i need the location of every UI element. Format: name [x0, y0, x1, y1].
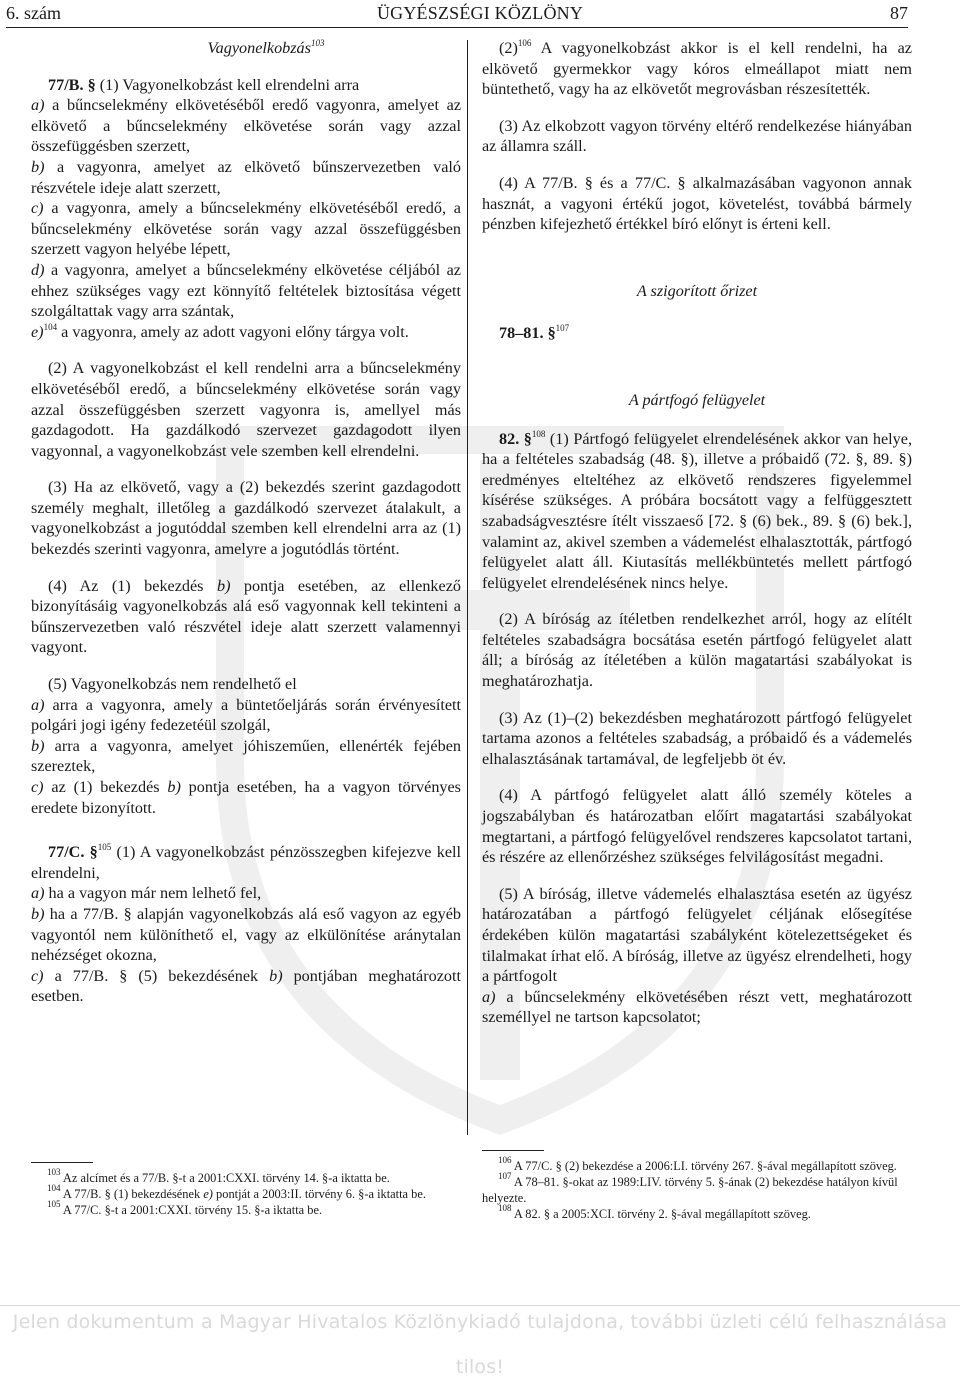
item-77b-e: e)$^{104}$ a vagyonra, amely az adott vagyoni előny tárgya volt. — [31, 321, 409, 341]
section-77c: 77/C. §$^{105}$ (1) A vagyonelkobzást pénzösszegben kifejezve kell elrendelni, — [31, 842, 461, 882]
paragraph-77c-2: $(2)^{106}$ A vagyonelkobzást akkor is el kell rendelni, ha az elkövető gyermekkor vagy kóros elmeállapot miatt nem büntethető, vagy ha az elkövetőt megrovásban részesítették. — [482, 38, 912, 99]
item-77c-c: c) a 77/B. § (5) bekezdésének b) pontjában meghatározott esetben. — [31, 966, 462, 1006]
right-column — [482, 38, 912, 1028]
paragraph-82-3: (3) Az (1)–(2) bekezdésben meghatározott pártfogó felügyelet tartama azonos a feltételes szabadság, a próbaidő és a vádemelés elhalasztásának tartamával, de legfeljebb öt év. — [482, 708, 912, 768]
paragraph-77c-3: (3) Az elkobzott vagyon törvény eltérő rendelkezése hiányában az államra száll. — [482, 116, 912, 156]
paragraph-82-5: (5) A bíróság, illetve vádemelés elhalasztása esetén az ügyész határozatában a pártfogó felügyelet céljának elősegítése érdekében külön magatartási szabályként kötelezettségeket és tilalmakat írhat elő. A bíróság, illetve az ügyész elrendelheti, hogy a pártfogolt — [482, 884, 912, 986]
section-82: 82. §$^{108}$ (1) Pártfogó felügyelet elrendelésének akkor van helye, ha a feltételes szabadság (48. §), illetve a próbaidő (72. §, 89. §) eredményes elteltéhez az elkövető rendszeres figyelemmel kísérése szükséges. A próbára bocsátott vagy a felfüggesztett szabadságvesztésre ítélt visszaeső [72. § (6) bek., 89. § (6) bek.], valamint az, akivel szemben a vádemelést elhalasztották, pártfogó felügyelet alatt áll. Kiutasítás mellékbüntetés mellett pártfogó felügyelet elrendelésének nincs helye. — [482, 428, 913, 592]
footnote-rule-left — [31, 1162, 93, 1163]
header-rule — [6, 27, 908, 28]
item-77b-c: c) a vagyonra, amely a bűncselekmény elkövetéséből eredő, a bűncselekmény elkövetése során vagy azzal összefüggésben szerzett vagyon helyébe lépett, — [31, 199, 461, 259]
footnote-104: $^{104}$ A 77/B. § (1) bekezdésének e) pontját a 2003:II. törvény 6. §-a iktatta be. — [47, 1183, 426, 1201]
paragraph-77b-2: (2) A vagyonelkobzást el kell rendelni arra a bűncselekmény elkövetéséből eredő, a bűncselekmény elkövetése során vagy azzal összefüggésben szerzett vagyonra is, amellyel más gazdagodott. Ha gazdálkodó szervezet gazdagodott ilyen vagyonnal, a vagyonelkobzást vele szemben kell elrendelni. — [31, 359, 461, 460]
footnote-107: $^{107}$ A 78–81. §-okat az 1989:LIV. törvény 5. §-ának (2) bekezdése hatályon kívül helyezte. — [482, 1171, 898, 1205]
item-77b-5b: b) arra a vagyonra, amelyet jóhiszeműen, ellenérték fejében szereztek, — [31, 736, 461, 776]
heading-vagyonelkobzas: Vagyonelkobzás$^{103}$ — [207, 38, 325, 57]
paragraph-77c-4: (4) A 77/B. § és a 77/C. § alkalmazásában vagyonon annak hasznát, a vagyoni értékű jogot, követelést, továbbá bármely pénzben kifejezhető értékkel bíró előnyt is érteni kell. — [482, 173, 912, 234]
item-82-5a: a) a bűncselekmény elkövetésében részt vett, meghatározott személlyel ne tartson kapcsolatot; — [482, 987, 912, 1027]
section-82-number: 82. § — [499, 429, 532, 448]
item-77b-5a: a) arra a vagyonra, amely a büntetőeljárás során érvényesített polgári jogi igény fedezetéül szolgál, — [31, 695, 461, 735]
footnotes-left — [31, 1167, 461, 1218]
issue-number: 6. szám — [6, 3, 61, 23]
journal-title: ÜGYÉSZSÉGI KÖZLÖNY — [376, 3, 584, 23]
heading-szigoritott-orizet: A szigorított őrizet — [636, 281, 758, 300]
paragraph-77b-4: (4) Az (1) bekezdés b) pontja esetében, az ellenkező bizonyításáig vagyonelkobzás alá eső vagyonnak kell tekinteni a bűnszervezetben való részvétel ideje alatt szerzett valamennyi vagyont. — [31, 576, 461, 657]
footnote-rule-right — [482, 1150, 544, 1151]
item-77b-a: a) a bűncselekmény elkövetéséből eredő vagyonra, amelyet az elkövető a bűncselekmény elkövetése során vagy azzal összefüggésben szerzett, — [31, 96, 461, 156]
paragraph-77b-3: (3) Ha az elkövető, vagy a (2) bekezdés szerint gazdagodott személy meghalt, illetőleg a gazdálkodó szervezet átalakult, a vagyonelkobzást a jogutóddal szemben kell elrendelni arra az (1) bekezdés szerinti vagyonra, amelyre a jogutódlás történt. — [31, 478, 461, 559]
page-header — [0, 0, 960, 26]
paragraph-77b-5: (5) Vagyonelkobzás nem rendelhető el — [48, 675, 297, 694]
footnote-105: $^{105}$ A 77/C. §-t a 2001:CXXI. törvény 15. §-a iktatta be. — [47, 1199, 323, 1217]
footnote-106: $^{106}$ A 77/C. § (2) bekezdése a 2006:LI. törvény 267. §-ával megállapított szöveg. — [498, 1155, 897, 1173]
section-78-81: 78–81. §$^{107}$ — [499, 323, 570, 343]
item-77b-d: d) a vagyonra, amelyet a bűncselekmény elkövetése céljából az ehhez szükséges vagy ezt könnyítő feltételek biztosítása végett szolgáltattak vagy arra szántak, — [31, 260, 461, 321]
section-77b: 77/B. § (1) Vagyonelkobzást kell elrendelni arra — [48, 75, 360, 94]
footnotes-right — [482, 1155, 912, 1222]
heading-partfogo-felugyelet: A pártfogó felügyelet — [628, 390, 766, 409]
footnote-103: $^{103}$ Az alcímet és a 77/B. §-t a 2001:CXXI. törvény 14. §-a iktatta be. — [47, 1167, 390, 1185]
paragraph-82-2: (2) A bíróság az ítéletben rendelkezhet arról, hogy az elítélt feltételes szabadságra bocsátása esetén pártfogó felügyelet alatt áll; a bíróság az ítéletében a külön magatartási szabályokat is meghatározhatja. — [482, 610, 912, 691]
section-77b-number: 77/B. § — [48, 75, 96, 94]
page-number: 87 — [890, 3, 908, 23]
item-77b-b: b) a vagyonra, amelyet az elkövető bűnszervezetben való részvétele ideje alatt szerzett, — [31, 157, 461, 197]
column-divider — [467, 40, 468, 1135]
section-77c-number: 77/C. § — [48, 843, 98, 862]
item-77c-a: a) ha a vagyon már nem lelhető fel, — [31, 884, 262, 903]
left-column — [31, 38, 461, 1007]
item-77c-b: b) ha a 77/B. § alapján vagyonelkobzás alá eső vagyon az egyéb vagyontól nem különíthető el, vagy az elkülönítése aránytalan nehézséget okozna, — [31, 904, 461, 965]
paragraph-82-4: (4) A pártfogó felügyelet alatt álló személy köteles a jogszabályban és határozatban előírt magatartási szabályokat megtartani, a pártfogó felügyelővel rendszeres kapcsolatot tartani, és részére az ellenőrzéshez szükséges felvilágosítást megadni. — [482, 786, 912, 867]
footnote-108: $^{108}$ A 82. § a 2005:XCI. törvény 2. §-ával megállapított szöveg. — [498, 1203, 811, 1221]
item-77b-5c: c) az (1) bekezdés b) pontja esetében, ha a vagyon törvényes eredete bizonyított. — [31, 778, 461, 817]
ownership-banner: Jelen dokumentum a Magyar Hivatalos Közlönykiadó tulajdona, további üzleti célú felhasználása tilos! — [12, 1311, 948, 1378]
